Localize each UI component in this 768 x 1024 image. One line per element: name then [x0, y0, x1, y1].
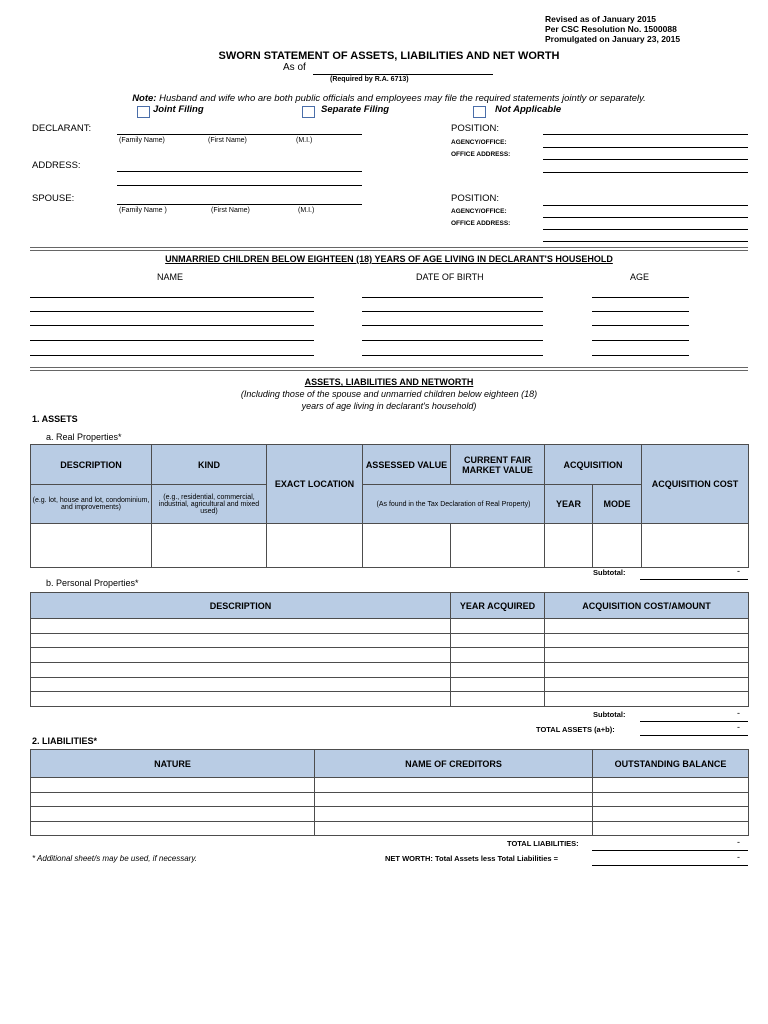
child-dob-field[interactable]: [362, 340, 543, 341]
table-row: [31, 663, 749, 678]
real-kind-sub: (e.g., residential, commercial, industrial, agricultural and mixed used): [152, 485, 267, 524]
personal-year-cell[interactable]: [451, 663, 545, 678]
declarant-first-name-caption: (First Name): [208, 137, 247, 144]
real-year-cell[interactable]: [545, 524, 593, 568]
liability-balance-cell[interactable]: [593, 792, 749, 807]
real-subtotal-line: [640, 579, 748, 580]
net-worth-label: NET WORTH: Total Assets less Total Liabilities =: [385, 854, 559, 863]
personal-year-cell[interactable]: [451, 619, 545, 634]
real-description-header: DESCRIPTION: [31, 445, 152, 485]
child-name-field[interactable]: [30, 297, 314, 298]
alnw-subtitle-2: years of age living in declarant's household): [301, 401, 477, 411]
real-fair-value-header: CURRENT FAIR MARKET VALUE: [451, 445, 545, 485]
child-name-field[interactable]: [30, 311, 314, 312]
declarant-family-name-caption: (Family Name): [119, 137, 165, 144]
liabilities-balance-header: OUTSTANDING BALANCE: [593, 750, 749, 778]
joint-filing-checkbox[interactable]: [137, 106, 150, 118]
liability-creditor-cell[interactable]: [315, 807, 593, 822]
children-name-header: NAME: [157, 272, 184, 282]
real-kind-header: KIND: [152, 445, 267, 485]
declarant-label: DECLARANT:: [32, 123, 92, 134]
declarant-position-field[interactable]: [543, 134, 748, 135]
declarant-office-address-field-2[interactable]: [543, 172, 748, 173]
declarant-name-field[interactable]: [117, 134, 362, 135]
declarant-office-address-label: OFFICE ADDRESS:: [451, 151, 511, 158]
address-field-1[interactable]: [117, 171, 362, 172]
real-assessed-header: ASSESSED VALUE: [363, 445, 451, 485]
spouse-label: SPOUSE:: [32, 193, 75, 204]
table-row: [31, 821, 749, 836]
children-dob-header: DATE OF BIRTH: [416, 272, 484, 282]
real-subtotal-value: -: [737, 566, 740, 576]
personal-description-cell[interactable]: [31, 677, 451, 692]
table-row: [31, 792, 749, 807]
separate-filing-checkbox[interactable]: [302, 106, 315, 118]
personal-description-cell[interactable]: [31, 692, 451, 707]
declarant-agency-field[interactable]: [543, 147, 748, 148]
personal-properties-heading: b. Personal Properties*: [46, 578, 139, 588]
section-divider: [30, 367, 748, 371]
real-location-cell[interactable]: [267, 524, 363, 568]
personal-description-cell[interactable]: [31, 663, 451, 678]
real-assessed-cell[interactable]: [363, 524, 451, 568]
spouse-first-name-caption: (First Name): [211, 207, 250, 214]
liability-balance-cell[interactable]: [593, 821, 749, 836]
not-applicable-checkbox[interactable]: [473, 106, 486, 118]
liabilities-table: [30, 749, 749, 836]
total-assets-value: -: [737, 722, 740, 732]
alnw-subtitle-1: (Including those of the spouse and unmarried children below eighteen (18): [240, 389, 538, 399]
child-age-field[interactable]: [592, 311, 689, 312]
table-row: [31, 677, 749, 692]
note: [0, 93, 768, 104]
spouse-office-address-label: OFFICE ADDRESS:: [451, 220, 511, 227]
address-field-2[interactable]: [117, 185, 362, 186]
personal-year-cell[interactable]: [451, 692, 545, 707]
total-assets-label: TOTAL ASSETS (a+b):: [536, 725, 615, 734]
as-of-field[interactable]: [313, 74, 493, 75]
not-applicable-label: Not Applicable: [495, 104, 562, 115]
personal-cost-cell[interactable]: [545, 663, 749, 678]
child-age-field[interactable]: [592, 325, 689, 326]
table-row: [31, 778, 749, 793]
liability-creditor-cell[interactable]: [315, 821, 593, 836]
personal-subtotal-label: Subtotal:: [593, 710, 626, 719]
liability-creditor-cell[interactable]: [315, 792, 593, 807]
liabilities-heading: 2. LIABILITIES*: [32, 736, 98, 746]
personal-year-header: YEAR ACQUIRED: [451, 593, 545, 619]
child-dob-field[interactable]: [362, 355, 543, 356]
real-mode-header: MODE: [593, 485, 642, 524]
liabilities-creditors-header: NAME OF CREDITORS: [315, 750, 593, 778]
assets-heading: 1. ASSETS: [32, 414, 78, 424]
child-dob-field[interactable]: [362, 311, 543, 312]
table-row: [31, 692, 749, 707]
net-worth-value: -: [737, 852, 740, 862]
liability-nature-cell[interactable]: [31, 807, 315, 822]
declarant-position-label: POSITION:: [451, 123, 500, 134]
child-name-field[interactable]: [30, 325, 314, 326]
page-title: SWORN STATEMENT OF ASSETS, LIABILITIES AND NET WORTH: [218, 50, 560, 62]
as-of-label: As of: [283, 62, 306, 73]
personal-cost-header: ACQUISITION COST/AMOUNT: [545, 593, 749, 619]
separate-filing-label: Separate Filing: [321, 104, 390, 115]
table-row: [31, 633, 749, 648]
table-row: [31, 807, 749, 822]
real-fair-value-cell[interactable]: [451, 524, 545, 568]
real-location-header: EXACT LOCATION: [267, 445, 363, 524]
csc-resolution: Per CSC Resolution No. 1500088: [545, 24, 677, 34]
promulgated-date: Promulgated on January 23, 2015: [545, 34, 681, 44]
personal-description-cell[interactable]: [31, 619, 451, 634]
real-acquisition-header: ACQUISITION: [545, 445, 642, 485]
child-age-field[interactable]: [592, 355, 689, 356]
total-liabilities-label: TOTAL LIABILITIES:: [507, 839, 579, 848]
liability-creditor-cell[interactable]: [315, 778, 593, 793]
child-dob-field[interactable]: [362, 297, 543, 298]
child-age-field[interactable]: [592, 340, 689, 341]
spouse-name-field[interactable]: [117, 204, 362, 205]
child-name-field[interactable]: [30, 340, 314, 341]
personal-year-cell[interactable]: [451, 633, 545, 648]
personal-cost-cell[interactable]: [545, 677, 749, 692]
spouse-agency-field[interactable]: [543, 217, 748, 218]
personal-year-cell[interactable]: [451, 648, 545, 663]
personal-cost-cell[interactable]: [545, 648, 749, 663]
declarant-agency-label: AGENCY/OFFICE:: [451, 139, 507, 146]
table-row: [31, 619, 749, 634]
spouse-position-field[interactable]: [543, 205, 748, 206]
note-text: Husband and wife who are both public officials and employees may file the required statements jointly or separately.: [159, 93, 646, 104]
required-note: (Required by R.A. 6713): [330, 76, 409, 83]
child-age-field[interactable]: [592, 297, 689, 298]
liability-balance-cell[interactable]: [593, 778, 749, 793]
real-properties-heading: a. Real Properties*: [46, 432, 122, 442]
real-value-sub: (As found in the Tax Declaration of Real Property): [363, 485, 545, 524]
alnw-title: ASSETS, LIABILITIES AND NETWORTH: [304, 377, 474, 387]
real-properties-table: [30, 444, 749, 568]
note-label: Note:: [132, 93, 157, 104]
personal-properties-table: [30, 592, 749, 707]
liabilities-nature-header: NATURE: [31, 750, 315, 778]
children-title: UNMARRIED CHILDREN BELOW EIGHTEEN (18) YEARS OF AGE LIVING IN DECLARANT'S HOUSEHOLD: [165, 254, 613, 264]
liability-nature-cell[interactable]: [31, 821, 315, 836]
real-cost-cell[interactable]: [642, 524, 749, 568]
liability-nature-cell[interactable]: [31, 792, 315, 807]
real-description-sub: (e.g. lot, house and lot, condominium, and improvements): [31, 485, 152, 524]
real-description-cell[interactable]: [31, 524, 152, 568]
total-liabilities-value: -: [737, 837, 740, 847]
liability-balance-cell[interactable]: [593, 807, 749, 822]
section-divider: [30, 247, 748, 251]
child-dob-field[interactable]: [362, 325, 543, 326]
real-year-header: YEAR: [545, 485, 593, 524]
spouse-position-label: POSITION:: [451, 193, 500, 204]
personal-cost-cell[interactable]: [545, 619, 749, 634]
spouse-office-address-field-2[interactable]: [543, 241, 748, 242]
spouse-mi-caption: (M.I.): [298, 207, 315, 214]
children-age-header: AGE: [630, 272, 650, 282]
spouse-office-address-field-1[interactable]: [543, 229, 748, 230]
personal-description-header: DESCRIPTION: [31, 593, 451, 619]
liability-nature-cell[interactable]: [31, 778, 315, 793]
real-kind-cell[interactable]: [152, 524, 267, 568]
total-assets-line: [640, 735, 748, 736]
child-name-field[interactable]: [30, 355, 314, 356]
total-liabilities-line: [592, 850, 748, 851]
revision-info: [545, 14, 680, 44]
personal-description-cell[interactable]: [31, 633, 451, 648]
personal-description-cell[interactable]: [31, 648, 451, 663]
personal-cost-cell[interactable]: [545, 633, 749, 648]
declarant-office-address-field-1[interactable]: [543, 159, 748, 160]
real-cost-header: ACQUISITION COST: [642, 445, 749, 524]
real-subtotal-label: Subtotal:: [593, 568, 626, 577]
personal-year-cell[interactable]: [451, 677, 545, 692]
real-mode-cell[interactable]: [593, 524, 642, 568]
personal-cost-cell[interactable]: [545, 692, 749, 707]
spouse-family-name-caption: (Family Name ): [119, 207, 167, 214]
revised-date: Revised as of January 2015: [545, 14, 657, 24]
footnote: * Additional sheet/s may be used, if necessary.: [32, 854, 197, 863]
table-row: [31, 648, 749, 663]
personal-subtotal-value: -: [737, 708, 740, 718]
spouse-agency-label: AGENCY/OFFICE:: [451, 208, 507, 215]
address-label: ADDRESS:: [32, 160, 81, 171]
joint-filing-label: Joint Filing: [153, 104, 204, 115]
declarant-mi-caption: (M.I.): [296, 137, 313, 144]
net-worth-line: [592, 865, 748, 866]
